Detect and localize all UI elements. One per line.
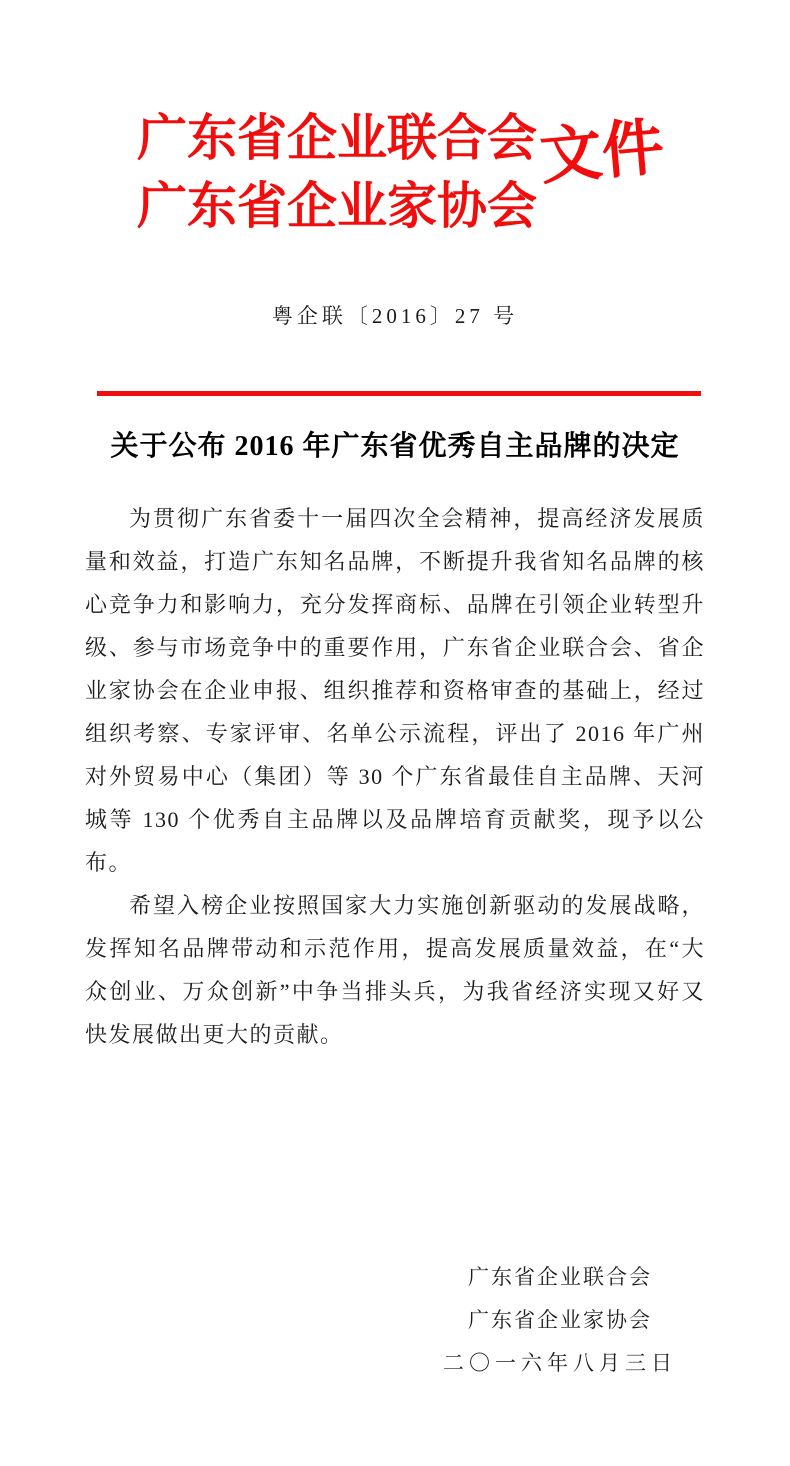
body-paragraph-1: 为贯彻广东省委十一届四次全会精神，提高经济发展质量和效益，打造广东知名品牌，不断提升我省知名品牌的核心竞争力和影响力，充分发挥商标、品牌在引领企业转型升级、参与市场竞争中的重要作用，广东省企业联合会、省企业家协会在企业申报、组织推荐和资格审查的基础上，经过组织考察、专家评审、名单公示流程，评出了 2016 年广州对外贸易中心（集团）等 30 个广东省最佳自主品牌、天河城等 130 个优秀自主品牌以及品牌培育贡献奖，现予以公布。 [85,506,705,875]
document-title: 关于公布 2016 年广东省优秀自主品牌的决定 [110,431,680,462]
red-divider-line [97,391,701,396]
letterhead-org-line1: 广东省企业联合会 [137,110,537,166]
letterhead-document-mark: 文件 [537,113,667,193]
signature-block [405,1256,715,1385]
signature-date: 二〇一六年八月三日 [443,1351,677,1375]
signature-org2: 广东省企业家协会 [468,1308,652,1332]
document-number: 粤企联〔2016〕27 号 [271,304,519,328]
letterhead-org-line2: 广东省企业家协会 [137,178,537,234]
signature-org1: 广东省企业联合会 [468,1265,652,1289]
body-paragraph-2: 希望入榜企业按照国家大力实施创新驱动的发展战略，发挥知名品牌带动和示范作用，提高发展质量效益，在“大众创业、万众创新”中争当排头兵，为我省经济实现又好又快发展做出更大的贡献。 [85,893,705,1047]
document-body [85,497,705,1056]
letterhead-org-names [137,104,535,240]
